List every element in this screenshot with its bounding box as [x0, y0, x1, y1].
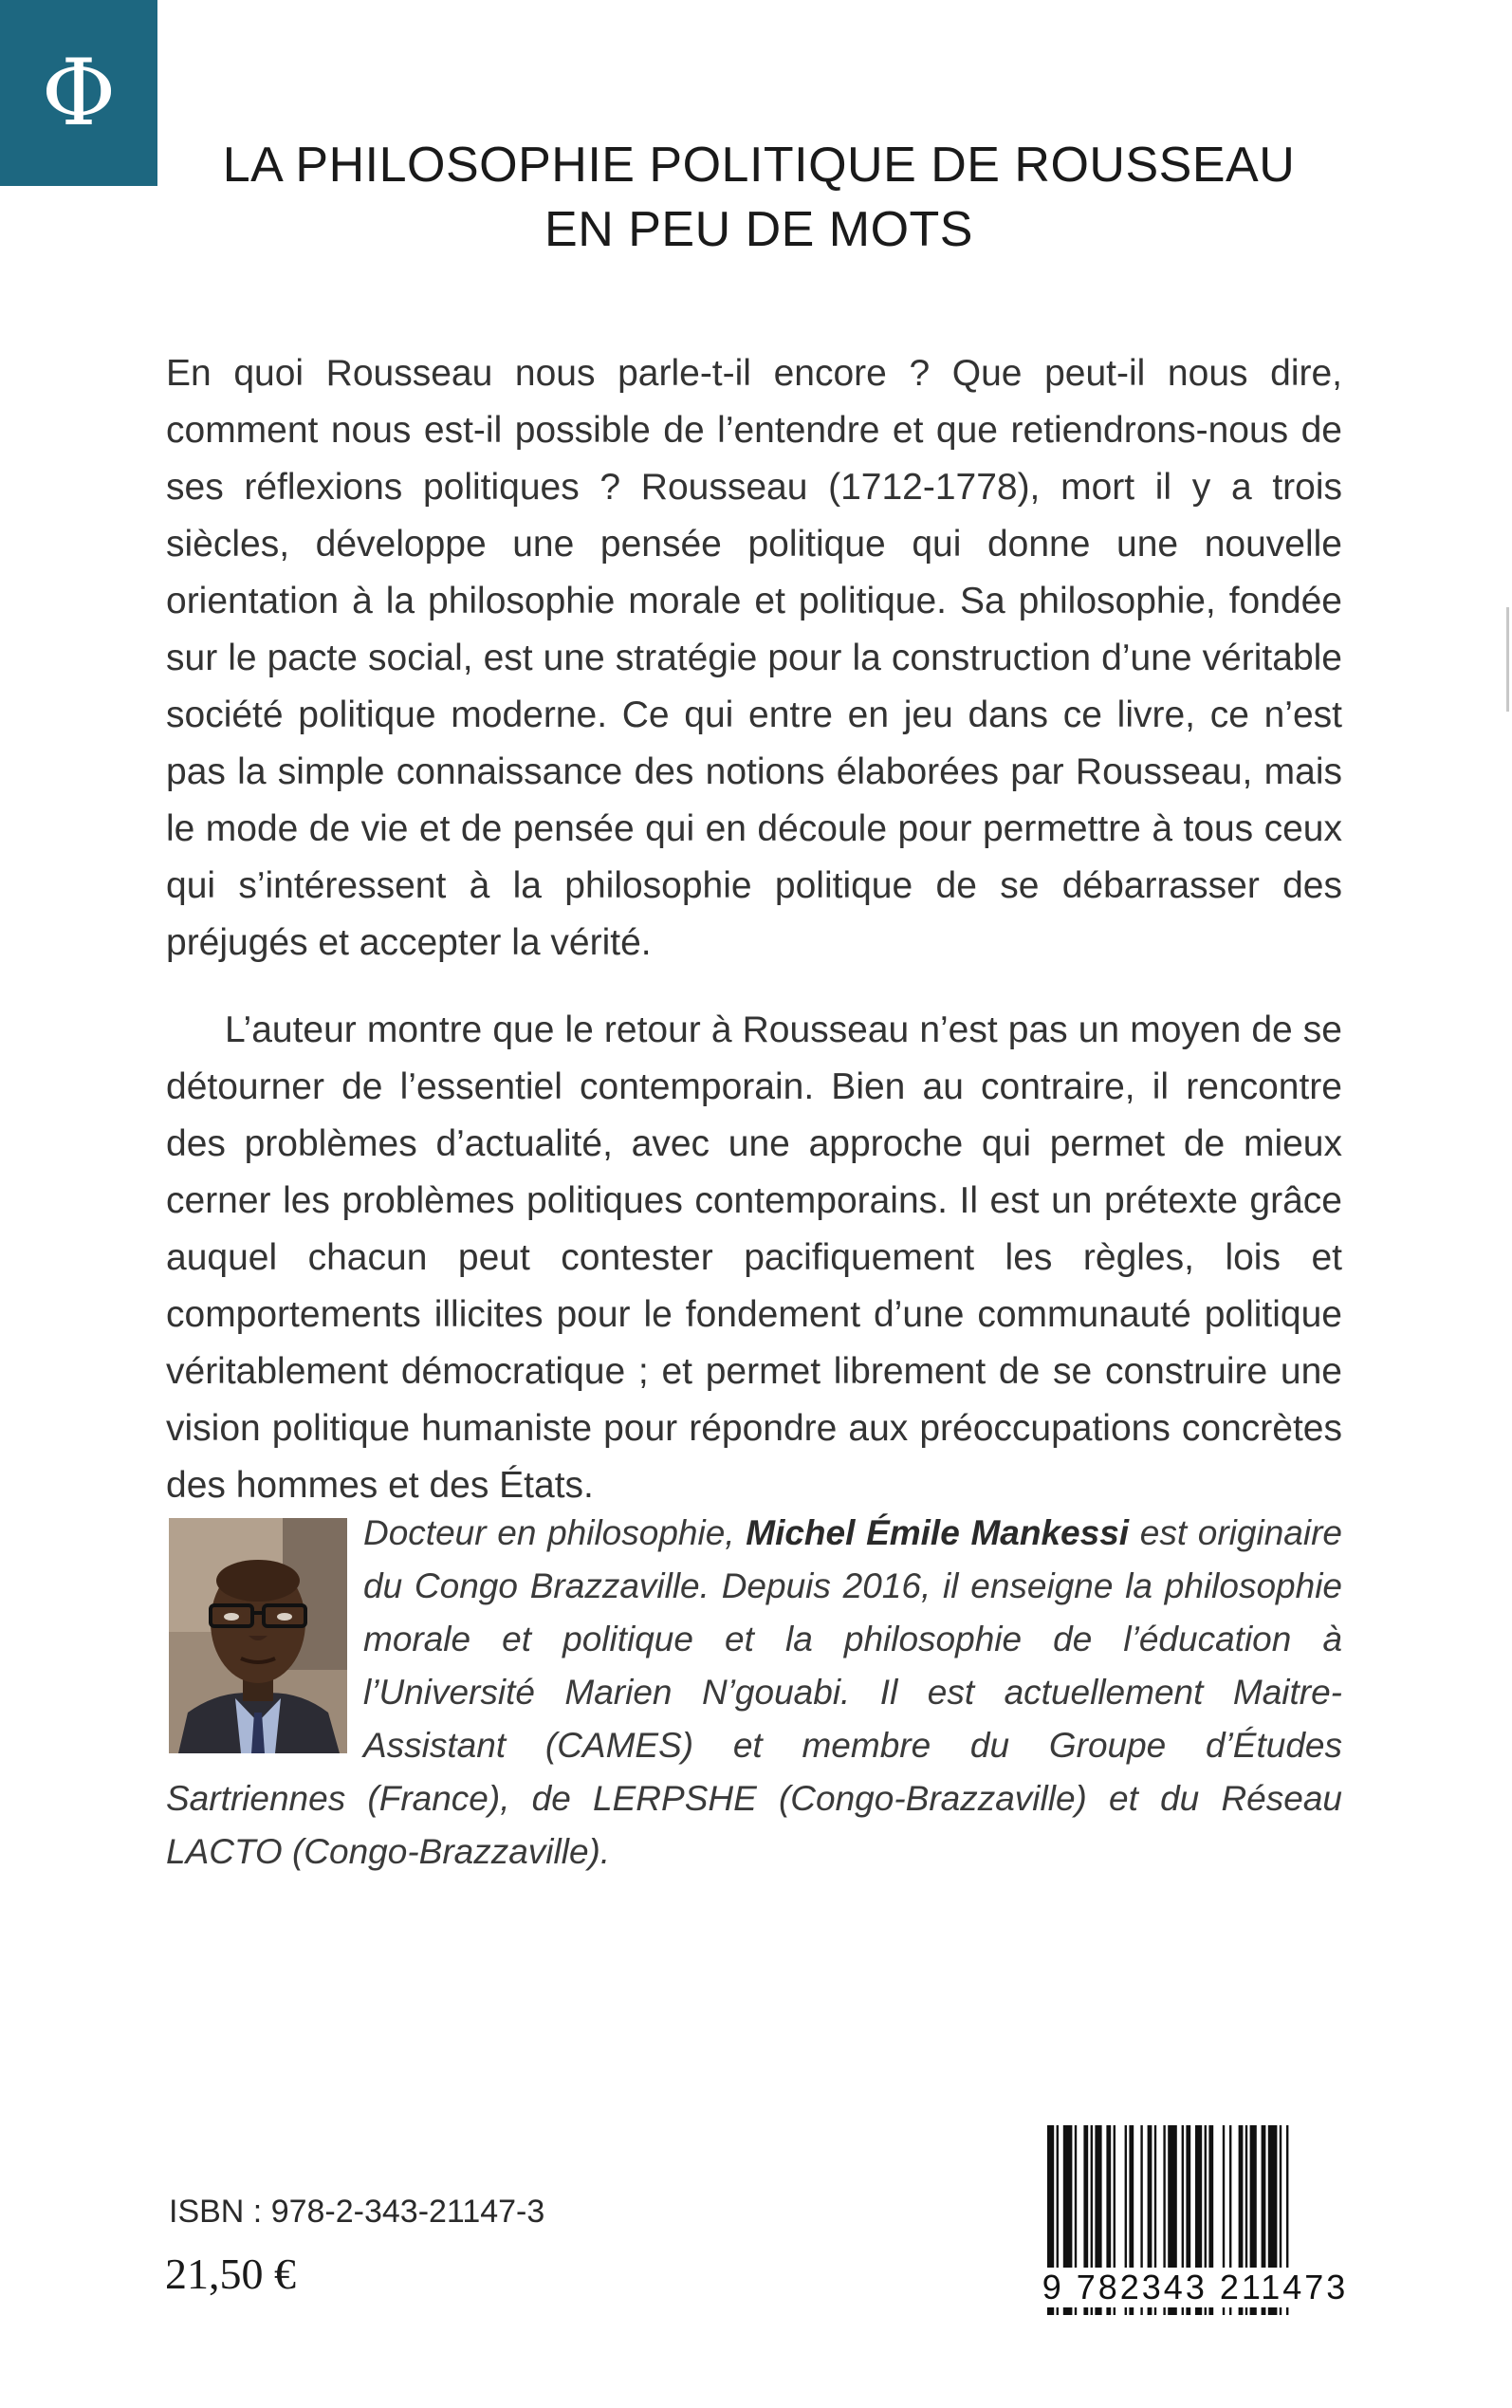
- bio-rest: est originaire du Congo Brazzaville. Depuis 2016, il enseigne la philosophie morale et politique et la philosophie de l’éducation à l’Université Marien N’gouabi. Il est actuellement Maitre-Assistant (CAMES) et membre du Groupe d’Études Sartriennes (France), de LERPSHE (Congo-Brazzaville) et du Réseau LACTO (Congo-Brazzaville).: [166, 1513, 1342, 1871]
- publisher-logo: [0, 0, 157, 186]
- trim-mark: [1506, 607, 1509, 712]
- price-label: 21,50 €: [165, 2250, 296, 2298]
- title-line-2: EN PEU DE MOTS: [544, 202, 973, 257]
- summary-paragraph-1: En quoi Rousseau nous parle-t-il encore ? Que peut-il nous dire, comment nous est-il possible de l’entendre et que retiendrons-nous de ses réflexions politiques ? Rousseau (1712-1778), mort il y a trois siècles, développe une pensée politique qui donne une nouvelle orientation à la philosophie morale et politique. Sa philosophie, fondée sur le pacte social, est une stratégie pour la construction d’une véritable société politique moderne. Ce qui entre en jeu dans ce livre, ce n’est pas la simple connaissance des notions élaborées par Rousseau, mais le mode de vie et de pensée qui en découle pour permettre à tous ceux qui s’intéressent à la philosophie politique de se débarrasser des préjugés et accepter la vérité.: [166, 353, 1342, 963]
- book-summary: [166, 345, 1342, 1514]
- book-title: [190, 133, 1328, 262]
- isbn-label: ISBN : 978-2-343-21147-3: [169, 2194, 545, 2230]
- author-name: Michel Émile Mankessi: [746, 1513, 1130, 1552]
- bio-intro: Docteur en philosophie,: [363, 1513, 747, 1552]
- title-line-1: LA PHILOSOPHIE POLITIQUE DE ROUSSEAU: [222, 138, 1296, 193]
- phi-logo-icon: Φ: [41, 40, 117, 146]
- barcode-digits: 9 782343 211473: [1034, 2268, 1356, 2307]
- summary-paragraph-2: L’auteur montre que le retour à Rousseau n’est pas un moyen de se détourner de l’essentiel contemporain. Bien au contraire, il rencontre des problèmes d’actualité, avec une approche qui permet de mieux cerner les problèmes politiques contemporains. Il est un prétexte grâce auquel chacun peut contester pacifiquement les règles, lois et comportements illicites pour le fondement d’une communauté politique véritablement démocratique ; et permet librement de se construire une vision politique humaniste pour répondre aux préoccupations concrètes des hommes et des États.: [166, 1010, 1342, 1506]
- author-bio: [166, 1507, 1342, 1879]
